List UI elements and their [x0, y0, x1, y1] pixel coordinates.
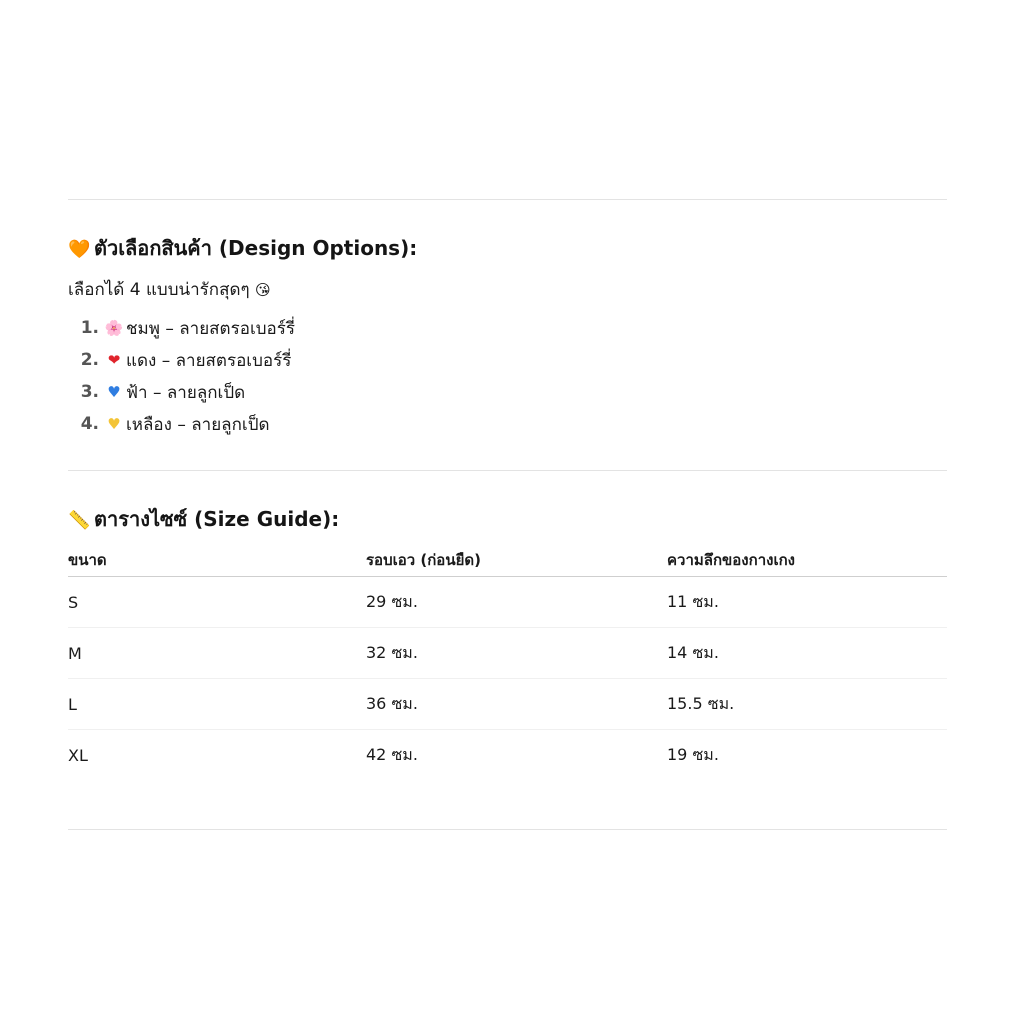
divider-top	[68, 199, 947, 200]
table-header-row	[68, 543, 947, 577]
list-item	[68, 408, 295, 440]
list-number: 3.	[80, 382, 99, 402]
cell-waist: 42 ซม.	[366, 744, 418, 764]
intro-text: เลือกได้ 4 แบบน่ารักสุดๆ	[68, 280, 250, 300]
cell-waist: 29 ซม.	[366, 577, 667, 628]
list-number: 4.	[80, 414, 99, 434]
option-label: ชมพู – ลายสตรอเบอร์รี่	[126, 318, 296, 339]
header-size: ขนาด	[68, 543, 366, 577]
orange-heart-icon: 🧡	[68, 239, 91, 260]
table-row	[68, 679, 947, 730]
option-label: เหลือง – ลายลูกเป็ด	[126, 414, 270, 435]
cherry-blossom-icon: 🌸	[104, 319, 124, 337]
table-row	[68, 577, 947, 628]
cell-depth: 11 ซม.	[667, 577, 947, 628]
header-waist: รอบเอว (ก่อนยืด)	[366, 543, 667, 577]
cell-size: L	[68, 679, 366, 730]
red-heart-icon: ❤	[107, 351, 121, 369]
list-item	[68, 344, 295, 376]
option-label: ฟ้า – ลายลูกเป็ด	[126, 382, 246, 403]
cell-size: M	[68, 628, 366, 679]
kissing-face-icon: 😘	[255, 281, 271, 299]
design-options-intro	[68, 277, 271, 303]
cell-depth: 14 ซม.	[667, 628, 947, 679]
table-row	[68, 730, 947, 781]
cell-depth: 19 ซม.	[667, 744, 719, 764]
list-number: 2.	[80, 350, 99, 370]
divider-middle	[68, 470, 947, 471]
list-item	[68, 376, 295, 408]
cell-waist: 36 ซม.	[366, 679, 667, 730]
size-guide-title: ตารางไซซ์ (Size Guide):	[94, 507, 340, 531]
option-label: แดง – ลายสตรอเบอร์รี่	[126, 350, 292, 371]
table-row	[68, 628, 947, 679]
size-guide-heading	[68, 505, 339, 535]
cell-size: S	[68, 577, 366, 628]
ruler-icon: 📏	[68, 510, 91, 531]
list-item	[68, 312, 295, 344]
design-options-list	[68, 312, 295, 440]
design-options-heading	[68, 234, 417, 264]
divider-bottom	[68, 829, 947, 830]
cell-depth: 15.5 ซม.	[667, 679, 947, 730]
design-options-title: ตัวเลือกสินค้า (Design Options):	[94, 236, 418, 260]
list-number: 1.	[80, 318, 99, 338]
cell-waist: 32 ซม.	[366, 628, 667, 679]
header-depth: ความลึกของกางเกง	[667, 543, 947, 577]
yellow-heart-icon: ♥	[107, 415, 121, 433]
cell-size: XL	[68, 745, 88, 765]
blue-heart-icon: ♥	[107, 383, 121, 401]
size-guide-table	[68, 543, 947, 780]
